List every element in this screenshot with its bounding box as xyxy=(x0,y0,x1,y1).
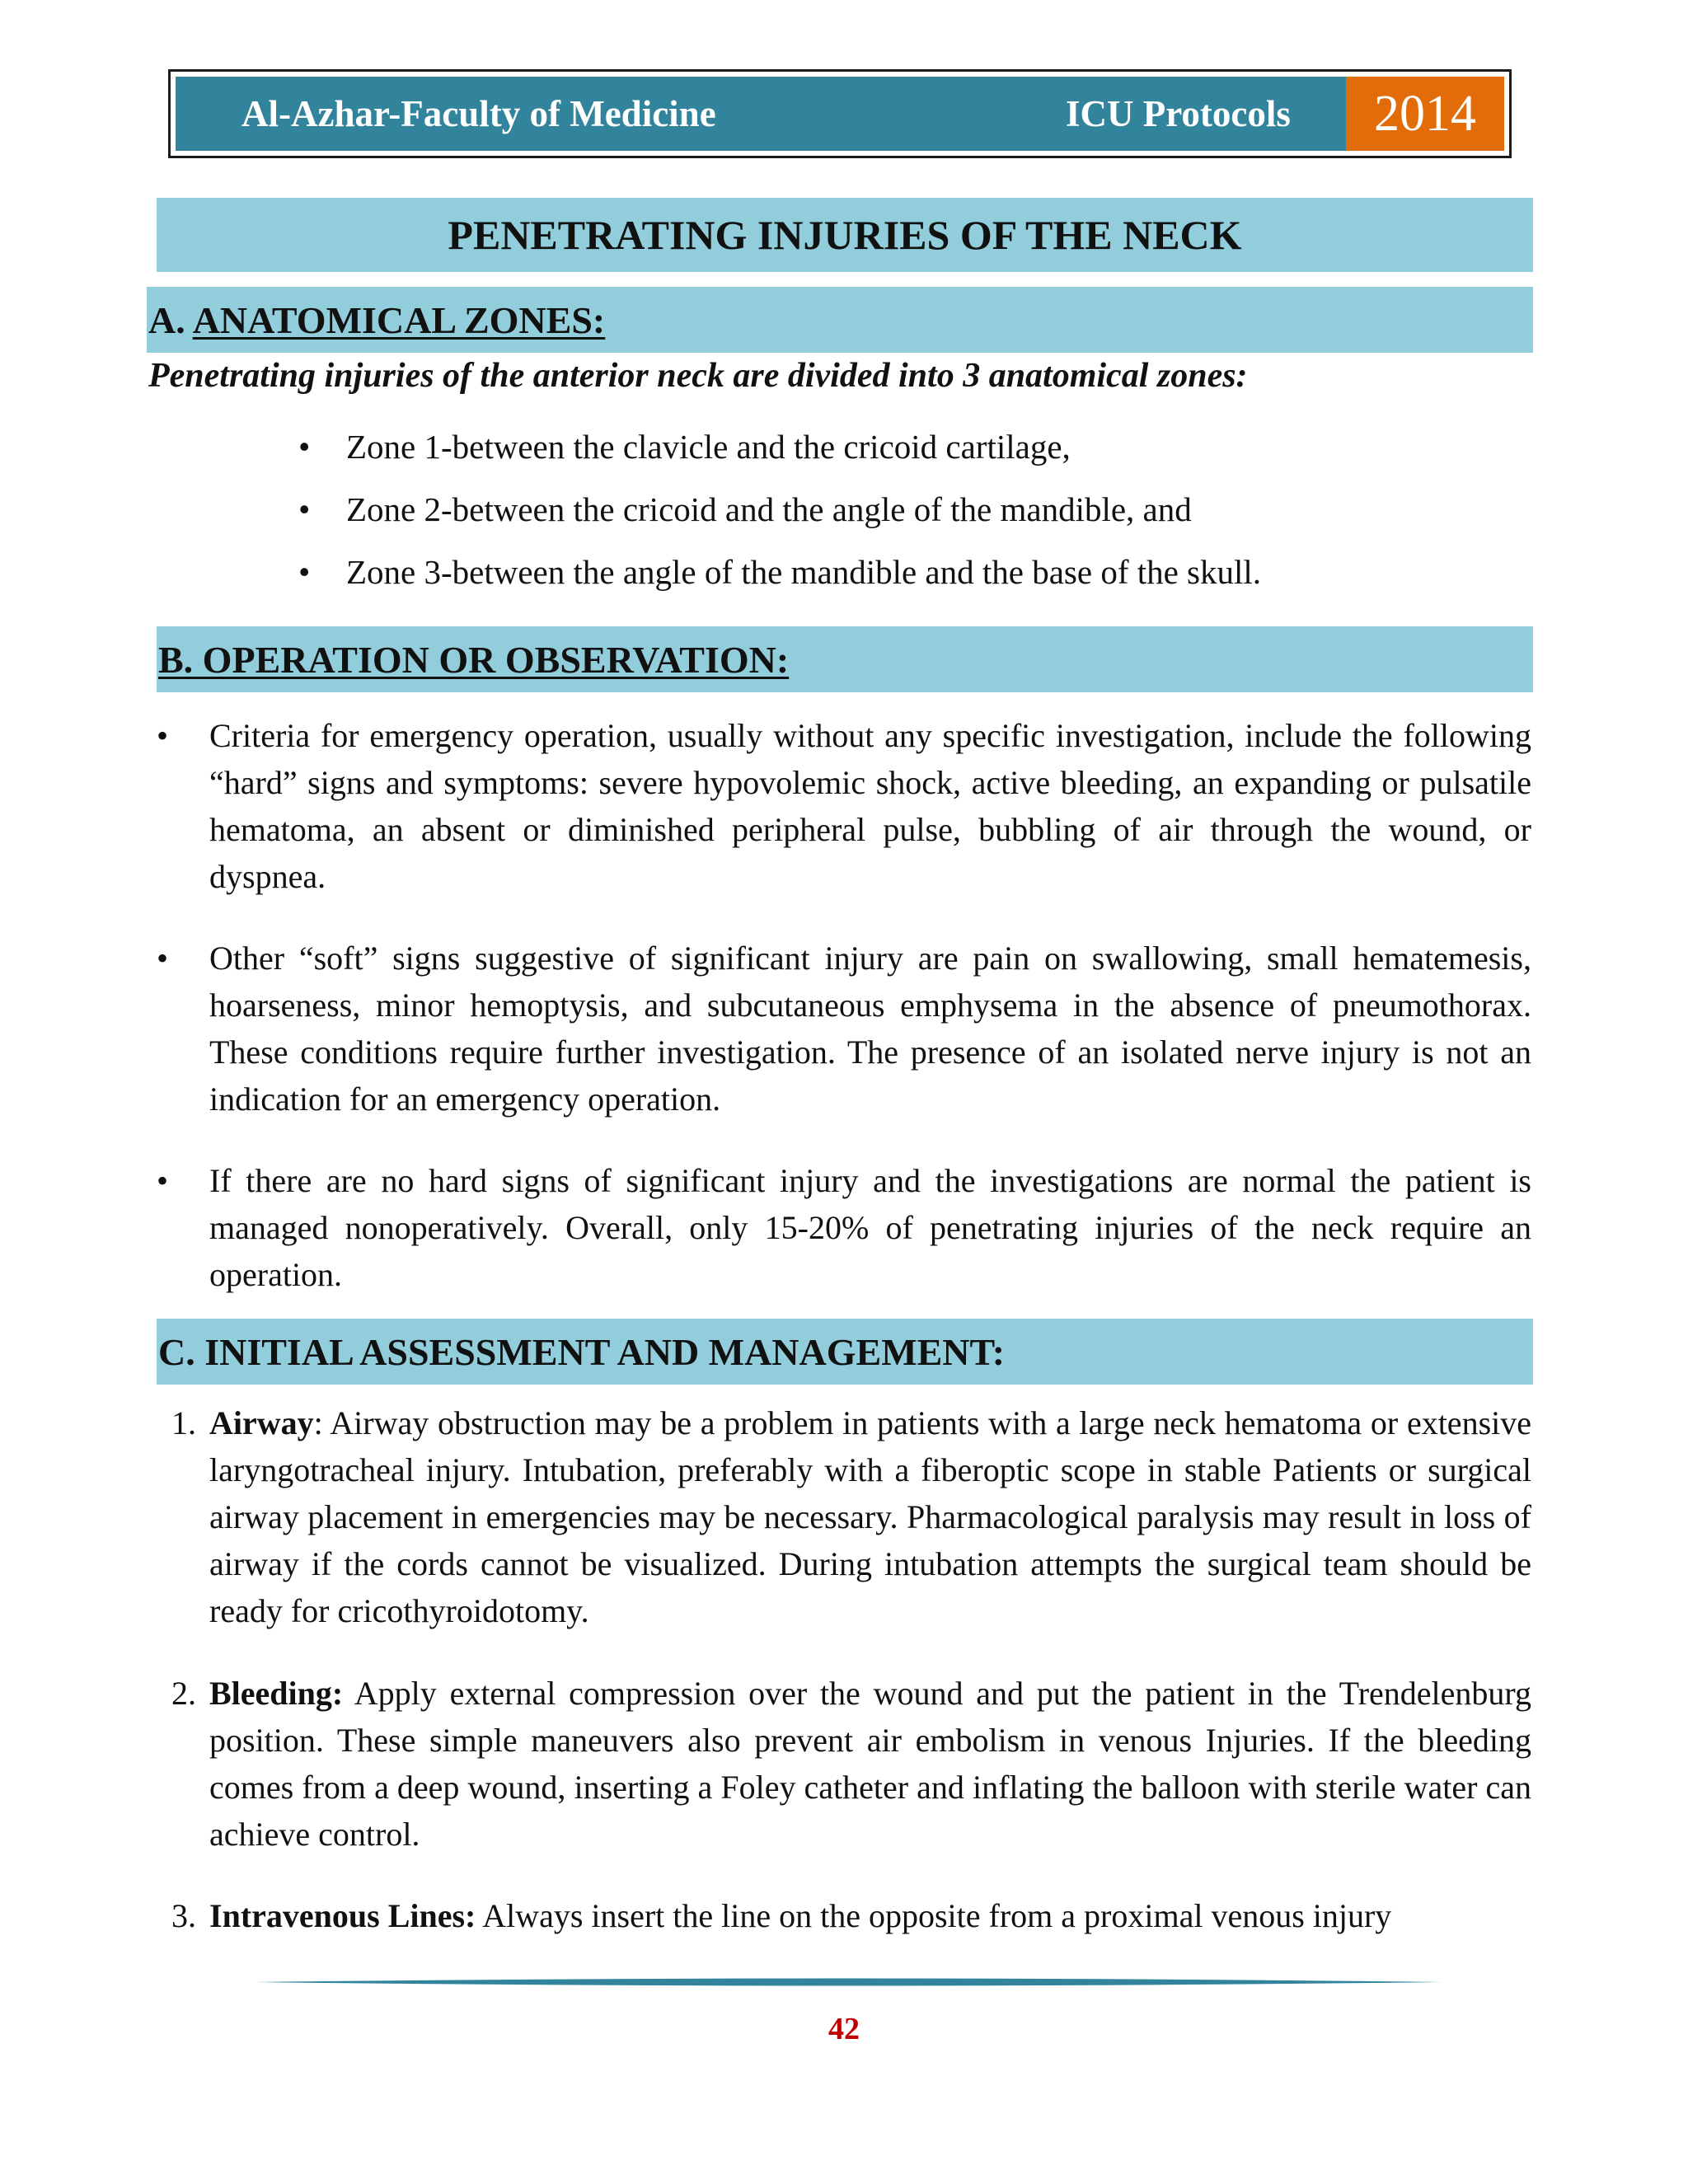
page-title: PENETRATING INJURIES OF THE NECK xyxy=(448,212,1242,258)
section-c-heading-bar xyxy=(157,1319,1533,1385)
header-band xyxy=(176,77,1504,151)
list-item xyxy=(298,422,1261,485)
section-c-heading: C. INITIAL ASSESSMENT AND MANAGEMENT: xyxy=(158,1330,1006,1373)
section-a-intro: Penetrating injuries of the anterior neck are divided into 3 anatomical zones: xyxy=(148,357,1248,395)
soft-signs-text: Other “soft” signs suggestive of significant injury are pain on swallowing, small hematemesis, hoarseness, minor hemoptysis, and subcutaneous emphysema in the absence of pneumothorax. These conditions require further investigation. The presence of an isolated nerve injury is not an indication for an emergency operation. xyxy=(209,940,1531,1118)
bullet-icon: • xyxy=(298,553,311,591)
hard-signs-text: Criteria for emergency operation, usually without any specific investigation, include the following “hard” signs and symptoms: severe hypovolemic shock, active bleeding, an expanding or pulsatile hematoma, an absent or diminished peripheral pulse, bubbling of air through the wound, or dyspnea. xyxy=(209,717,1531,895)
running-header xyxy=(168,69,1512,158)
item-term: Bleeding: xyxy=(209,1675,344,1712)
nonoperative-text: If there are no hard signs of significant injury and the investigations are normal the patient is managed nonoperatively. Overall, only 15-20% of penetrating injuries of the neck require an operation. xyxy=(209,1162,1531,1293)
section-a-prefix: A. xyxy=(148,298,193,341)
header-year: 2014 xyxy=(1346,77,1504,151)
list-item xyxy=(157,1157,1531,1298)
item-text: : Airway obstruction may be a problem in patients with a large neck hematoma or extensive laryngotracheal injury. Intubation, preferably with a fiberoptic scope in stable Patients or surgical airway placement in emergencies may be necessary. Pharmacological paralysis may result in loss of airway if the cords cannot be visualized. During intubation attempts the surgical team should be ready for cricothyroidotomy. xyxy=(209,1404,1531,1629)
bullet-icon: • xyxy=(157,940,169,977)
list-number: 3. xyxy=(171,1897,196,1934)
zone-2-text: Zone 2-between the cricoid and the angle of the mandible, and xyxy=(346,490,1192,528)
page-number: 42 xyxy=(828,2012,860,2046)
item-text: Apply external compression over the wound and put the patient in the Trendelenburg position. These simple maneuvers also prevent air embolism in venous Injuries. If the bleeding comes from a deep wound, inserting a Foley catheter and inflating the balloon with sterile water can achieve control. xyxy=(209,1675,1531,1853)
section-b-heading: B. OPERATION OR OBSERVATION: xyxy=(158,638,790,681)
list-number: 1. xyxy=(171,1404,196,1441)
list-item xyxy=(171,1892,1531,1939)
page-title-bar xyxy=(157,198,1533,272)
zone-3-text: Zone 3-between the angle of the mandible and the base of the skull. xyxy=(346,553,1262,591)
item-term: Intravenous Lines: xyxy=(209,1897,476,1934)
bullet-icon: • xyxy=(157,1162,169,1199)
list-item xyxy=(298,485,1261,547)
list-item xyxy=(298,547,1261,610)
bullet-icon: • xyxy=(157,717,169,754)
list-item xyxy=(171,1399,1531,1634)
list-number: 2. xyxy=(171,1675,196,1712)
list-item xyxy=(171,1670,1531,1858)
header-series: ICU Protocols xyxy=(1066,93,1291,134)
bullet-icon: • xyxy=(298,428,311,466)
footer-rule xyxy=(256,1976,1442,1988)
zone-1-text: Zone 1-between the clavicle and the cricoid cartilage, xyxy=(346,428,1071,466)
item-term: Airway xyxy=(209,1404,314,1441)
zone-list xyxy=(298,422,1261,610)
item-text: Always insert the line on the opposite from a proximal venous injury xyxy=(476,1897,1392,1934)
list-item xyxy=(157,712,1531,900)
section-a-heading xyxy=(148,298,605,342)
bullet-icon: • xyxy=(298,490,311,528)
section-a-title: ANATOMICAL ZONES: xyxy=(192,298,606,341)
header-institution: Al-Azhar-Faculty of Medicine xyxy=(241,93,716,134)
section-a-heading-bar xyxy=(147,287,1533,353)
list-item xyxy=(157,935,1531,1122)
section-b-heading-bar xyxy=(157,626,1533,692)
